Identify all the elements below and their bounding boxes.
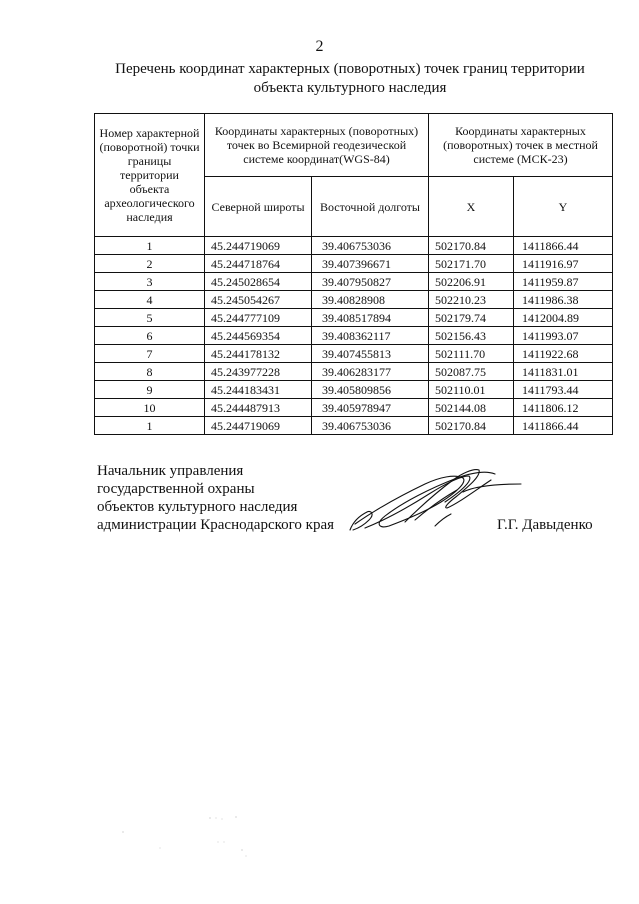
cell-y: 1411806.12 [514, 399, 613, 417]
cell-y: 1411866.44 [514, 417, 613, 435]
table-row [95, 291, 613, 309]
cell-latitude: 45.244178132 [205, 345, 312, 363]
cell-longitude: 39.406283177 [312, 363, 429, 381]
cell-longitude: 39.405978947 [312, 399, 429, 417]
cell-longitude: 39.406753036 [312, 417, 429, 435]
table-row [95, 327, 613, 345]
cell-x: 502171.70 [429, 255, 514, 273]
position-line-3: объектов культурного наследия [97, 499, 298, 515]
cell-latitude: 45.244777109 [205, 309, 312, 327]
cell-x: 502156.43 [429, 327, 514, 345]
cell-y: 1412004.89 [514, 309, 613, 327]
cell-longitude: 39.408517894 [312, 309, 429, 327]
cell-y: 1411793.44 [514, 381, 613, 399]
cell-x: 502144.08 [429, 399, 514, 417]
cell-x: 502110.01 [429, 381, 514, 399]
cell-number: 9 [95, 381, 205, 399]
cell-longitude: 39.40828908 [312, 291, 429, 309]
cell-latitude: 45.244183431 [205, 381, 312, 399]
cell-latitude: 45.244569354 [205, 327, 312, 345]
cell-y: 1411866.44 [514, 237, 613, 255]
cell-longitude: 39.407396671 [312, 255, 429, 273]
cell-y: 1411916.97 [514, 255, 613, 273]
header-x: X [429, 177, 514, 237]
header-msk23: Координаты характерных (поворотных) точек в местной системе (МСК-23) [429, 114, 613, 177]
header-latitude: Северной широты [205, 177, 312, 237]
cell-longitude: 39.406753036 [312, 237, 429, 255]
cell-x: 502170.84 [429, 417, 514, 435]
cell-x: 502170.84 [429, 237, 514, 255]
cell-number: 5 [95, 309, 205, 327]
cell-x: 502087.75 [429, 363, 514, 381]
cell-y: 1411986.38 [514, 291, 613, 309]
signatory-position [97, 462, 334, 534]
table-row [95, 273, 613, 291]
cell-x: 502206.91 [429, 273, 514, 291]
cell-x: 502179.74 [429, 309, 514, 327]
cell-number: 6 [95, 327, 205, 345]
header-wgs84: Координаты характерных (поворотных) точек во Всемирной геодезической системе координат(WGS-84) [205, 114, 429, 177]
cell-latitude: 45.245054267 [205, 291, 312, 309]
page-number: 2 [315, 38, 324, 55]
cell-latitude: 45.244719069 [205, 417, 312, 435]
cell-y: 1411959.87 [514, 273, 613, 291]
header-point-number: Номер характерной (поворотной) точки границы территории объекта археологического наследия [95, 114, 205, 237]
cell-y: 1411922.68 [514, 345, 613, 363]
cell-number: 2 [95, 255, 205, 273]
scan-noise [120, 812, 260, 867]
table-row [95, 381, 613, 399]
cell-x: 502210.23 [429, 291, 514, 309]
title-line-1: Перечень координат характерных (поворотных) точек границ территории [115, 61, 585, 77]
document-title [60, 60, 639, 98]
position-line-4: администрации Краснодарского края [97, 517, 335, 533]
header-longitude: Восточной долготы [312, 177, 429, 237]
cell-number: 1 [95, 237, 205, 255]
table-row [95, 399, 613, 417]
header-y: Y [514, 177, 613, 237]
table-row [95, 309, 613, 327]
cell-longitude: 39.405809856 [312, 381, 429, 399]
cell-number: 1 [95, 417, 205, 435]
cell-longitude: 39.407455813 [312, 345, 429, 363]
cell-longitude: 39.407950827 [312, 273, 429, 291]
coordinates-table [94, 113, 613, 435]
cell-x: 502111.70 [429, 345, 514, 363]
position-line-1: Начальник управления [97, 463, 244, 479]
cell-number: 4 [95, 291, 205, 309]
signatory-name: Г.Г. Давыденко [497, 517, 593, 533]
cell-latitude: 45.244487913 [205, 399, 312, 417]
cell-latitude: 45.244718764 [205, 255, 312, 273]
cell-latitude: 45.243977228 [205, 363, 312, 381]
cell-latitude: 45.244719069 [205, 237, 312, 255]
cell-latitude: 45.245028654 [205, 273, 312, 291]
cell-y: 1411993.07 [514, 327, 613, 345]
table-row [95, 363, 613, 381]
cell-number: 7 [95, 345, 205, 363]
cell-number: 10 [95, 399, 205, 417]
cell-longitude: 39.408362117 [312, 327, 429, 345]
cell-number: 8 [95, 363, 205, 381]
cell-number: 3 [95, 273, 205, 291]
table-row [95, 417, 613, 435]
cell-y: 1411831.01 [514, 363, 613, 381]
table-row [95, 237, 613, 255]
position-line-2: государственной охраны [97, 481, 255, 497]
table-row [95, 255, 613, 273]
title-line-2: объекта культурного наследия [253, 80, 447, 96]
table-row [95, 345, 613, 363]
